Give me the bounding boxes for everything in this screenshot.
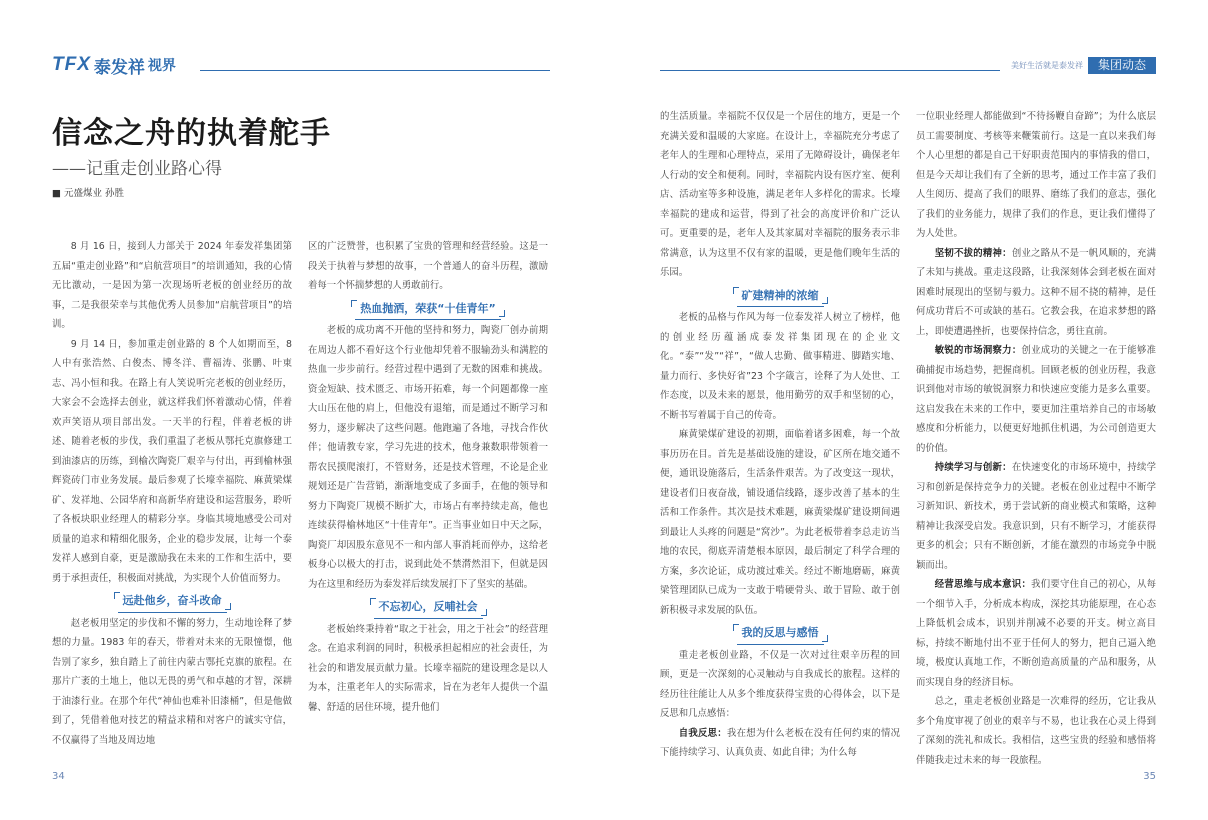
paragraph: 的生活质量。幸福院不仅仅是一个居住的地方，更是一个充满关爱和温暖的大家庭。在设计上，幸福院充分考虑了老年人的生理和心理特点，采用了无障碍设计，确保老年人行动的安全和便利。同时，幸福院内设有医疗室、便利店、活动室等多种设施，满足老年人多样化的需求。长壕幸福院的建成和运营，得到了社会的高度评价和广泛认可。更重要的是，老年人及其家属对幸福院的服务表示非常满意，认为这里不仅有家的温暖，更是他们晚年生活的乐园。	[660, 111, 900, 278]
section-heading	[308, 597, 548, 617]
column-3	[660, 107, 900, 763]
section-heading-label: 远赴他乡，奋斗改命	[114, 591, 231, 611]
masthead-logo	[52, 54, 176, 78]
page-number-left: 34	[52, 771, 65, 782]
paragraph: 赵老板用坚定的步伐和不懈的努力，生动地诠释了梦想的力量。1983 年的春天，带着对未来的无限憧憬，他告别了家乡，独自踏上了前往内蒙古鄂托克旗的旅程。在那片广袤的土地上，他以无畏的勇气和卓越的才智，深耕于油漆行业。在那个年代“神仙也难补旧漆桶”，但是他做到了，凭借着他对技艺的精益求精和对客户的诚实守信，不仅赢得了当地及周边地	[52, 617, 292, 746]
page-number-right: 35	[1143, 771, 1156, 782]
section-heading-underline	[737, 644, 824, 645]
paragraph: 区的广泛赞誉，也积累了宝贵的管理和经营经验。这是一段关于执着与梦想的故事，一个普通人的奋斗历程，激励着每一个怀揣梦想的人勇敢前行。	[308, 241, 548, 291]
section-tag: 集团动态	[1088, 57, 1156, 74]
header-rule-right	[660, 70, 1000, 71]
paragraph: 一位职业经理人都能做到“不待扬鞭自奋蹄”；为什么底层员工需要制度、考核等来鞭策前行。这是一直以来我们每个人心里想的都是自己干好职责范围内的事情我的借口，但是今天却让我们有了全新的思考，通过工作丰富了我们人生阅历、提高了我们的眼界、磨练了我们的意志，强化了我们的业务能力，规律了我们的作息，更让我们懂得了为人处世。	[916, 111, 1156, 239]
article-byline: ■ 元盛煤业 孙胜	[52, 188, 125, 199]
section-heading	[660, 286, 900, 306]
section-heading	[52, 591, 292, 611]
paragraph: 老板的品格与作风为每一位泰发祥人树立了榜样，他的创业经历蕴涵成泰发祥集团现在的企业文化。“泰”“发”“祥”，“做人忠勤、做事精进、脚踏实地、量力而行、多快好省”23 个字箴言，诠释了为人处世、工作态度，以及未来的愿景，他用勤劳的双手和坚韧的心，不断书写着属于自己的传奇。	[660, 312, 900, 421]
logo-subtitle: 视界	[147, 58, 176, 74]
section-heading-underline	[118, 612, 227, 613]
header-right	[1011, 57, 1156, 74]
paragraph: 自我反思：我在想为什么老板在没有任何约束的情况下能持续学习、认真负责、如此自律；为什么每	[660, 727, 900, 758]
paragraph: 老板始终秉持着“取之于社会，用之于社会”的经营理念。在追求利润的同时，积极承担起相应的社会责任，为社会的和谐发展贡献力量。长壕幸福院的建设理念是以人为本，注重老年人的实际需求，旨在为老年人提供一个温馨、舒适的居住环境，提升他们	[308, 623, 548, 713]
section-heading-underline	[737, 306, 824, 307]
section-heading	[660, 623, 900, 643]
paragraph: 重走老板创业路，不仅是一次对过往艰辛历程的回顾，更是一次深刻的心灵触动与自我成长的旅程。这样的经历往往能让人从多个维度获得宝贵的心得体会，以下是反思和几点感悟：	[660, 649, 900, 719]
paragraph: 持续学习与创新：在快速变化的市场环境中，持续学习和创新是保持竞争力的关键。老板在创业过程中不断学习新知识、新技术，勇于尝试新的商业模式和策略，这种精神让我深受启发。我意识到，只有不断学习，才能获得更多的机会；只有不断创新，才能在激烈的市场竞争中脱颖而出。	[916, 462, 1156, 571]
paragraph: 经营思维与成本意识：我们要守住自己的初心，从每一个细节入手，分析成本构成，深挖其功能原理，在心态上降低机会成本，识别并削减不必要的开支。树立高目标，持续不断地付出不亚于任何人的努力，把自己逼入绝境，极度认真地工作，不断创造高质量的产品和服务，从而实现自身的经济目标。	[916, 579, 1156, 688]
paragraph: 总之，重走老板创业路是一次难得的经历，它让我从多个角度审视了创业的艰辛与不易，也让我在心灵上得到了深刻的洗礼和成长。我相信，这些宝贵的经验和感悟将伴随我走过未来的每一段旅程。	[916, 696, 1156, 766]
paragraph: 坚韧不拔的精神：创业之路从不是一帆风顺的，充满了未知与挑战。重走这段路，让我深刻体会到老板在面对困难时展现出的坚韧与毅力。这种不屈不挠的精神，是任何成功背后不可或缺的基石。它教会我，在追求梦想的路上，即使遭遇挫折，也要保持信念，勇往直前。	[916, 247, 1156, 337]
paragraph: 麻黄梁煤矿建设的初期，面临着诸多困难，每一个故事历历在目。首先是基础设施的建设，矿区所在地交通不便，通讯设施落后，生活条件艰苦。为了改变这一现状，建设者们日夜奋战，铺设通信线路，逐步改善了基本的生活和工作条件。其次是技术难题，麻黄梁煤矿建设期间遇到最让人头疼的问题是“窝沙”。为此老板带着李总走访当地的农民，彻底弄清楚根本原因，最后制定了科学合理的方案，多次论证，成功渡过难关。经过不断地磨砺，麻黄梁管理团队已成为一支敢于啃硬骨头、敢于冒险、敢于创新积极寻求发展的队伍。	[660, 429, 900, 616]
section-heading-label: 矿建精神的浓缩	[733, 286, 828, 306]
header-slogan: 美好生活就是泰发祥	[1010, 61, 1083, 70]
section-heading-label: 热血抛洒，荣获“十佳青年”	[351, 299, 504, 319]
paragraph: 9 月 14 日，参加重走创业路的 8 个人如期而至，8 人中有张浩然、白俊杰、博冬洋、曹福涛、张鹏、叶東志、冯小恒和我。在路上有人笑说听完老板的创业经历，大家会不会选择去创业，就这样我们怀着激动心情，伴着欢声笑语从项目部出发。一天半的行程，伴着老板的讲述、随着老板的步伐，我们重温了老板从鄂托克旗修建工到油漆店的历练，到榆次陶瓷厂艰辛与付出，再到榆林强辉瓷砖门市业务发展。最后参观了长壕幸福院、麻黄梁煤矿、发祥地、公园华府和高新华府建设和运营服务，聆听了各板块职业经理人的精彩分享。身临其境地感受公司对质量的追求和精细化服务，企业的稳步发展，让每一个泰发祥人感到自豪，更是激励我在未来的工作和生活中，要勇于承担责任，积极面对挑战，为实现个人价值而努力。	[52, 338, 292, 584]
column-4	[916, 107, 1156, 770]
header-rule-left	[200, 70, 550, 71]
section-heading	[308, 299, 548, 319]
paragraph: 8 月 16 日，接到人力部关于 2024 年泰发祥集团第五届“重走创业路”和“启航营项目”的培训通知，我的心情无比激动，一是因为第一次现场听老板的创业经历的故事，二是我很荣幸与其他优秀人员参加“启航营项目”的培训。	[52, 241, 292, 330]
column-1	[52, 237, 292, 750]
section-heading-underline	[374, 618, 483, 619]
logo-brand-name: 泰发祥	[93, 57, 145, 78]
paragraph: 老板的成功离不开他的坚持和努力，陶瓷厂创办前期在周边人都不看好这个行业他却凭着不服输劲头和满腔的热血一步步前行。经营过程中遇到了无数的困难和挑战。资金短缺、技术匮乏、市场开拓难，每一个问题都像一座大山压在他的肩上，但他没有退缩，而是通过不断学习和努力，逐步解决了这些问题。他跑遍了各地，寻找合作伙伴；他请教专家，学习先进的技术，他身兼数职带领着一帮农民摸爬滚打，不管财务，还是技术管理，不论是企业规划还是广告营销，渐渐地变成了多面手，在他的领导和努力下陶瓷厂规模不断扩大，市场占有率持续走高，他也连续获得榆林地区“十佳青年”。正当事业如日中天之际，陶瓷厂却因股东意见不一和内部人事消耗而停办，这给老板身心以极大的打击，说到此处不禁潸然泪下，但就是因为在这里和经历为泰发祥后续发展打下了坚实的基础。	[308, 325, 548, 590]
logo-tfx: TFX	[52, 54, 91, 75]
section-heading-underline	[355, 319, 500, 320]
article-subtitle: ——记重走创业路心得	[52, 159, 222, 179]
section-heading-label: 不忘初心，反哺社会	[370, 597, 487, 617]
section-heading-label: 我的反思与感悟	[733, 623, 828, 643]
paragraph: 敏锐的市场洞察力：创业成功的关键之一在于能够准确捕捉市场趋势，把握商机。回顾老板的创业历程，我意识到他对市场的敏锐洞察力和快速应变能力是多么重要。这启发我在未来的工作中，要更加注重培养自己的市场敏感度和分析能力，以便更好地抓住机遇，为公司创造更大的价值。	[916, 345, 1156, 454]
article-title: 信念之舟的执着舵手	[52, 116, 331, 151]
column-2	[308, 237, 548, 717]
